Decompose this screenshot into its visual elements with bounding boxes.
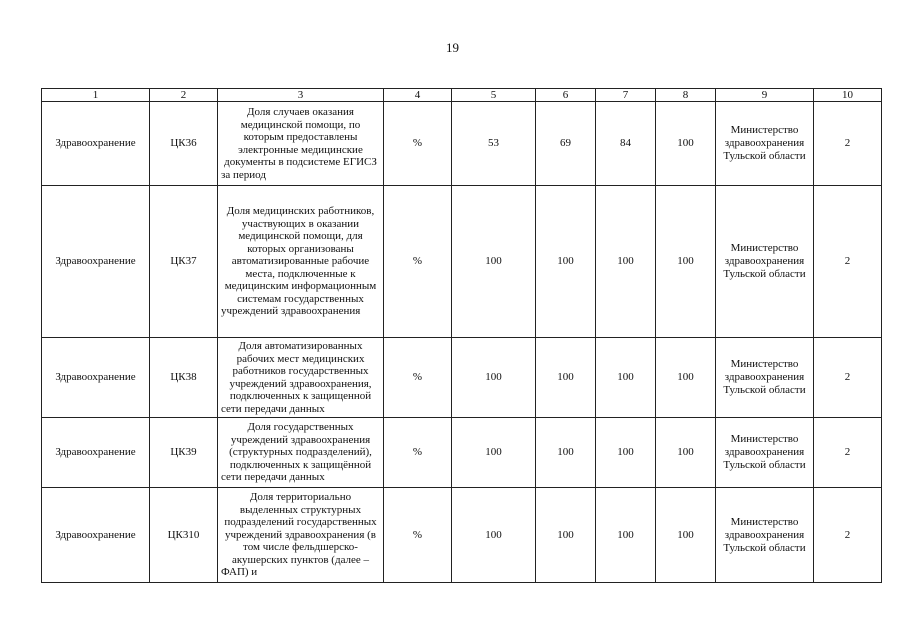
- value-cell: 2: [814, 186, 882, 338]
- column-header: 3: [218, 89, 384, 102]
- value-cell: 84: [596, 102, 656, 186]
- sector-cell: Здравоохранение: [42, 102, 150, 186]
- unit-cell: %: [384, 418, 452, 488]
- column-header: 6: [536, 89, 596, 102]
- value-cell: 2: [814, 488, 882, 583]
- value-cell: 2: [814, 102, 882, 186]
- code-cell: ЦК310: [150, 488, 218, 583]
- value-cell: 100: [656, 338, 716, 418]
- column-header: 9: [716, 89, 814, 102]
- value-cell: 100: [452, 418, 536, 488]
- owner-cell: Министерство здравоохранения Тульской области: [716, 102, 814, 186]
- unit-cell: %: [384, 186, 452, 338]
- value-cell: 100: [596, 488, 656, 583]
- description-cell: Доля случаев оказания медицинской помощи, по которым предоставлены электронные медицинские документы в подсистеме ЕГИСЗ за период: [218, 102, 384, 186]
- code-cell: ЦК37: [150, 186, 218, 338]
- value-cell: 100: [596, 338, 656, 418]
- value-cell: 100: [656, 488, 716, 583]
- table-row: [42, 102, 882, 186]
- page-number: 19: [446, 40, 459, 55]
- value-cell: 69: [536, 102, 596, 186]
- unit-cell: %: [384, 338, 452, 418]
- description-cell: Доля государственных учреждений здравоохранения (структурных подразделений), подключенных к защищённой сети передачи данных: [218, 418, 384, 488]
- column-header: 8: [656, 89, 716, 102]
- column-header: 2: [150, 89, 218, 102]
- value-cell: 100: [656, 418, 716, 488]
- value-cell: 100: [452, 186, 536, 338]
- owner-cell: Министерство здравоохранения Тульской области: [716, 338, 814, 418]
- value-cell: 100: [536, 186, 596, 338]
- value-cell: 53: [452, 102, 536, 186]
- description-cell: Доля автоматизированных рабочих мест медицинских работников государственных учреждений здравоохранения, подключенных к защищенной сети передачи данных: [218, 338, 384, 418]
- column-header: 4: [384, 89, 452, 102]
- owner-cell: Министерство здравоохранения Тульской области: [716, 488, 814, 583]
- header-row: [42, 89, 882, 102]
- value-cell: 2: [814, 418, 882, 488]
- value-cell: 100: [656, 102, 716, 186]
- description-cell: Доля территориально выделенных структурных подразделений государственных учреждений здравоохранения (в том числе фельдшерско-акушерских пунктов (далее – ФАП) и: [218, 488, 384, 583]
- column-header: 7: [596, 89, 656, 102]
- table-row: [42, 418, 882, 488]
- unit-cell: %: [384, 488, 452, 583]
- value-cell: 100: [596, 186, 656, 338]
- table-row: [42, 186, 882, 338]
- value-cell: 100: [452, 338, 536, 418]
- code-cell: ЦК38: [150, 338, 218, 418]
- column-header: 1: [42, 89, 150, 102]
- table-row: [42, 338, 882, 418]
- value-cell: 100: [536, 418, 596, 488]
- value-cell: 100: [536, 488, 596, 583]
- column-header: 10: [814, 89, 882, 102]
- value-cell: 100: [536, 338, 596, 418]
- sector-cell: Здравоохранение: [42, 418, 150, 488]
- sector-cell: Здравоохранение: [42, 488, 150, 583]
- table-row: [42, 488, 882, 583]
- owner-cell: Министерство здравоохранения Тульской области: [716, 418, 814, 488]
- sector-cell: Здравоохранение: [42, 338, 150, 418]
- value-cell: 100: [596, 418, 656, 488]
- value-cell: 2: [814, 338, 882, 418]
- description-cell: Доля медицинских работников, участвующих в оказании медицинской помощи, для которых организованы автоматизированные рабочие места, подключенные к медицинским информационным системам государственных учреждений здравоохранения: [218, 186, 384, 338]
- value-cell: 100: [452, 488, 536, 583]
- code-cell: ЦК39: [150, 418, 218, 488]
- code-cell: ЦК36: [150, 102, 218, 186]
- sector-cell: Здравоохранение: [42, 186, 150, 338]
- owner-cell: Министерство здравоохранения Тульской области: [716, 186, 814, 338]
- column-header: 5: [452, 89, 536, 102]
- unit-cell: %: [384, 102, 452, 186]
- indicators-table: [41, 88, 882, 583]
- value-cell: 100: [656, 186, 716, 338]
